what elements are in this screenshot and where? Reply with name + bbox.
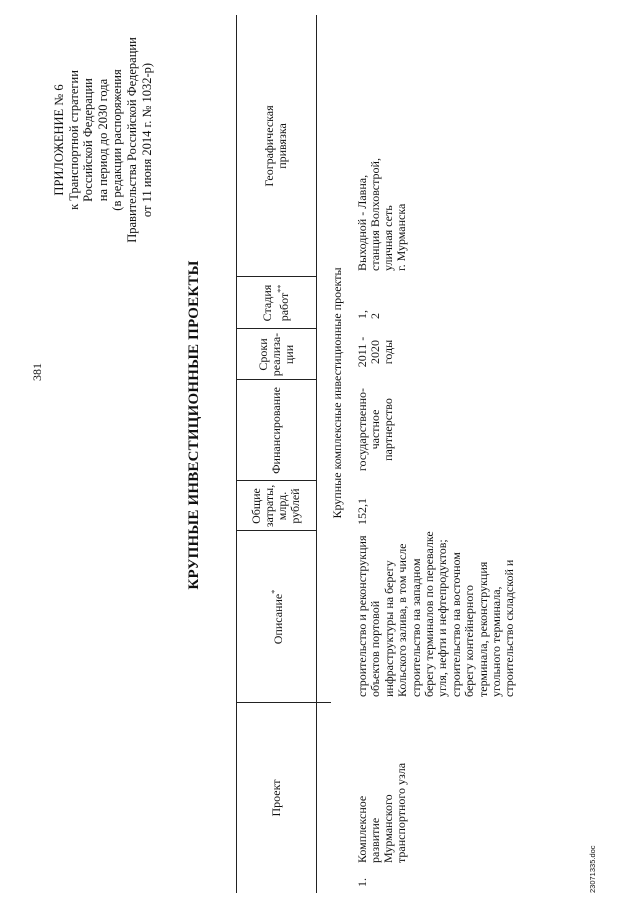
header-geography: Географическая привязка (262, 105, 289, 187)
appendix-header (52, 0, 154, 285)
header-project: Проект (268, 779, 283, 817)
project-stage: 1, 2 (355, 310, 382, 319)
footnote-mark: ** (276, 284, 285, 293)
footnote-mark: * (269, 589, 279, 594)
project-description: строительство и реконструкция объектов портовой инфраструктуры на берегу Кольского залива, в том числе строительство на западном берегу терминалов по перевалке угля, нефти и нефтепродуктов; строительство на восточном берегу контейнерного терминала, реконструкция угольного терминала, строительство складской и (355, 531, 517, 697)
group-title: Крупные комплексные инвестиционные проекты (330, 267, 344, 519)
project-cost: 152,1 (355, 498, 369, 525)
header-description: Описание* (269, 589, 285, 645)
appendix-line: Правительства Российской Федерации (124, 37, 139, 243)
project-financing: государственно- частное партнерство (355, 387, 395, 472)
project-name: Комплексное развитие Мурманского транспортного узла (355, 762, 408, 863)
header-stage: Стадия работ** (260, 284, 291, 322)
row-number: 1. (355, 878, 369, 887)
appendix-line: (в редакции распоряжения (110, 69, 125, 211)
header-financing: Финансирование (268, 387, 283, 474)
header-bottom-rule (316, 15, 317, 893)
appendix-line: от 11 июня 2014 г. № 1032-р) (139, 62, 154, 218)
footer-code: 23071335.doc (588, 845, 597, 893)
project-terms: 2011 - 2020 годы (355, 336, 395, 368)
appendix-line: ПРИЛОЖЕНИЕ № 6 (52, 84, 66, 196)
header-cost: Общие затраты, млрд. рублей (249, 484, 302, 528)
header-terms: Сроки реализа- ции (255, 332, 296, 377)
project-geography: Выходной - Лавна, станция Волховстрой, уличная сеть г. Мурманска (355, 158, 408, 271)
page-title: КРУПНЫЕ ИНВЕСТИЦИОННЫЕ ПРОЕКТЫ (186, 260, 202, 590)
appendix-line: Российской Федерации (81, 78, 96, 202)
page-number: 381 (30, 363, 44, 381)
appendix-line: к Транспортной стратегии (66, 70, 81, 210)
appendix-line: на период до 2030 года (95, 78, 110, 202)
